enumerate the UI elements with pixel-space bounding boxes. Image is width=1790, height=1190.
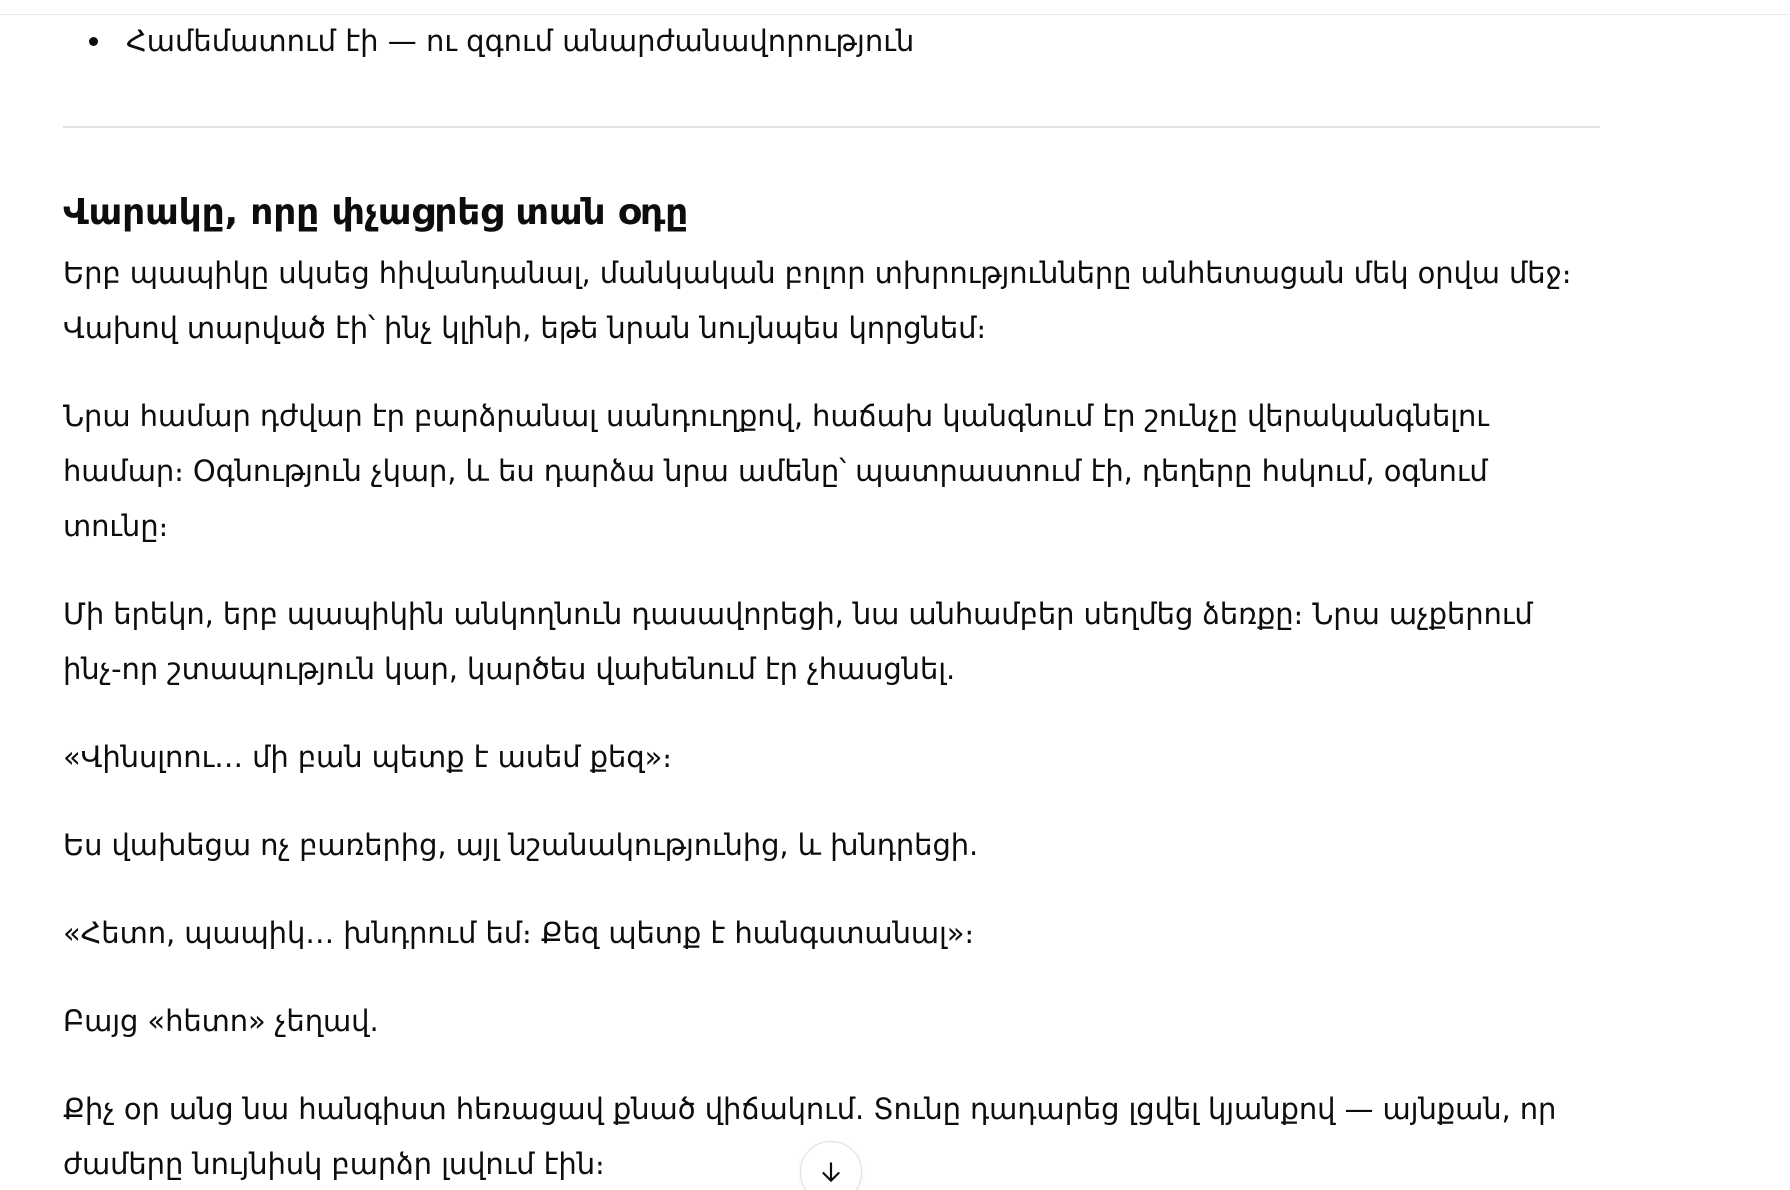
section-heading: Վարակը, որը փչացրեց տան օդը — [63, 192, 689, 233]
paragraph: Երբ պապիկը սկսեց հիվանդանալ, մանկական բոլոր տխրությունները անհետացան մեկ օրվա մեջ։ Վախով տարված էի՝ ինչ կլինի, եթե նրան նույնպես կորցնեմ։ — [63, 256, 1572, 345]
paragraph: Ես վախեցա ոչ բառերից, այլ նշանակությունից, և խնդրեցի. — [63, 828, 979, 862]
list-item — [63, 14, 1600, 74]
arrow-down-icon — [818, 1159, 844, 1185]
list-item-text: Համեմատում էի — ու զգում անարժանավորություն — [126, 24, 915, 58]
paragraph: «Վինսլոու… մի բան պետք է ասեմ քեզ»։ — [63, 740, 672, 774]
assistant-message-content — [63, 14, 1600, 1190]
paragraph: Նրա համար դժվար էր բարձրանալ սանդուղքով, հաճախ կանգնում էր շունչը վերականգնելու համար։ Օգնություն չկար, և ես դարձա նրա ամենը՝ պատրաստում էի, դեղերը հսկում, օգնում տունը։ — [63, 399, 1489, 543]
paragraph: Բայց «հետո» չեղավ. — [63, 1004, 379, 1038]
paragraph: Մի երեկո, երբ պապիկին անկողնուն դասավորեցի, նա անհամբեր սեղմեց ձեռքը։ Նրա աչքերում ինչ-որ շտապություն կար, կարծես վախենում էր չհասցնել. — [63, 597, 1533, 686]
paragraph: Քիչ օր անց նա հանգիստ հեռացավ քնած վիճակում. Տունը դադարեց լցվել կյանքով — այնքան, որ ժամերը նույնիսկ բարձր լսվում էին։ — [63, 1092, 1557, 1181]
bullet-icon — [89, 37, 98, 46]
paragraph: «Հետո, պապիկ… խնդրում եմ։ Քեզ պետք է հանգստանալ»։ — [63, 916, 975, 950]
section-divider — [63, 126, 1600, 128]
bullet-list — [63, 14, 1600, 74]
